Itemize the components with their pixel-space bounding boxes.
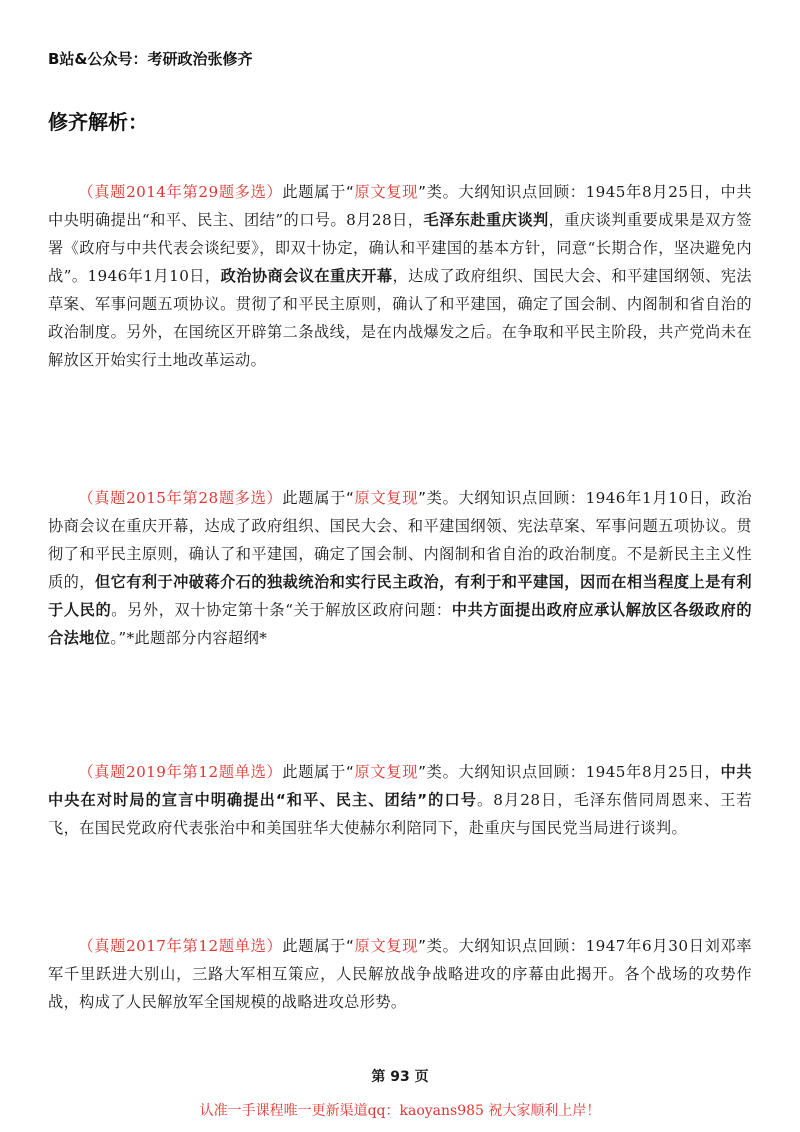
bold-highlight: 中共中央在对时局的宣言中明确提出“和平、民主、团结”的口号	[48, 763, 752, 809]
section-title: 修齐解析：	[48, 110, 148, 134]
question-source: （真题2014年第29题多选）	[78, 183, 283, 201]
category-suffix: ”类。	[418, 183, 459, 201]
paragraph-text: 大纲知识点回顾：1947年6月30日刘邓率军千里跃进大别山，三路大军相互策应，人民解放战争战略进攻的序幕由此揭开。各个战场的攻势作战，构成了人民解放军全国规模的战略进攻总形势。	[48, 937, 753, 1011]
category-suffix: ”类。	[418, 489, 459, 507]
paragraph-text: ，达成了政府组织、国民大会、和平建国纲领、宪法草案、军事问题五项协议。贯彻了和平民主原则，确认了和平建国，确定了国会制、内阁制和省自治的政治制度。另外，在国统区开辟第二条战线，是在内战爆发之后。在争取和平民主阶段，共产党尚未在解放区开始实行土地改革运动。	[48, 267, 753, 369]
paragraph-text: 大纲知识点回顾：1946年1月10日，政治协商会议在重庆开幕，达成了政府组织、国民大会、和平建国纲领、宪法草案、军事问题五项协议。贯彻了和平民主原则，确认了和平建国，确定了国会制、内阁制和省自治的政治制度。不是新民主主义性质的，	[48, 489, 753, 591]
paragraph-text: ，重庆谈判重要成果是双方签署《政府与中共代表会谈纪要》，即双十协定，确认和平建国的基本方针，同意“长期合作，坚决避免内战”。1946年1月10日，	[48, 211, 753, 285]
question-source: （真题2019年第12题单选）	[78, 763, 283, 781]
category-label: 原文复现	[354, 763, 419, 781]
bold-highlight: 中共方面提出政府应承认解放区各级政府的合法地位	[48, 601, 752, 647]
category-prefix: 此题属于“	[282, 183, 355, 201]
category-label: 原文复现	[354, 937, 419, 955]
analysis-paragraph-2014-q29	[48, 178, 752, 374]
bold-highlight: 但它有利于冲破蒋介石的独裁统治和实行民主政治，有利于和平建国，因而在相当程度上是有利于人民的	[48, 573, 752, 619]
paragraph-text: 。”*此题部分内容超纲*	[110, 629, 268, 647]
question-source: （真题2015年第28题多选）	[78, 489, 283, 507]
analysis-paragraph-2019-q12	[48, 758, 752, 842]
category-label: 原文复现	[354, 183, 419, 201]
bold-highlight: 政治协商会议在重庆开幕	[220, 267, 393, 285]
category-prefix: 此题属于“	[282, 763, 355, 781]
category-suffix: ”类。	[418, 763, 459, 781]
paragraph-text: 。另外，双十协定第十条“关于解放区政府问题：	[111, 601, 452, 619]
analysis-paragraph-2017-q12	[48, 932, 752, 1016]
paragraph-text: 大纲知识点回顾：1945年8月25日，	[458, 763, 721, 781]
bold-highlight: 毛泽东赴重庆谈判	[423, 211, 549, 229]
footer-notice: 认准一手课程唯一更新渠道qq：kaoyans985 祝大家顺利上岸！	[199, 1103, 601, 1119]
category-label: 原文复现	[354, 489, 419, 507]
paragraph-text: 。8月28日，毛泽东偕同周恩来、王若飞，在国民党政府代表张治中和美国驻华大使赫尔利陪同下，赴重庆与国民党当局进行谈判。	[48, 791, 752, 837]
question-source: （真题2017年第12题单选）	[78, 937, 283, 955]
paragraph-text: 大纲知识点回顾：1945年8月25日，中共中央明确提出“和平、民主、团结”的口号。8月28日，	[48, 183, 753, 229]
category-prefix: 此题属于“	[282, 937, 355, 955]
header-brand: B站&公众号：考研政治张修齐	[48, 50, 253, 68]
page-number: 第 93 页	[371, 1069, 429, 1085]
category-prefix: 此题属于“	[282, 489, 355, 507]
category-suffix: ”类。	[418, 937, 459, 955]
analysis-paragraph-2015-q28	[48, 484, 752, 652]
